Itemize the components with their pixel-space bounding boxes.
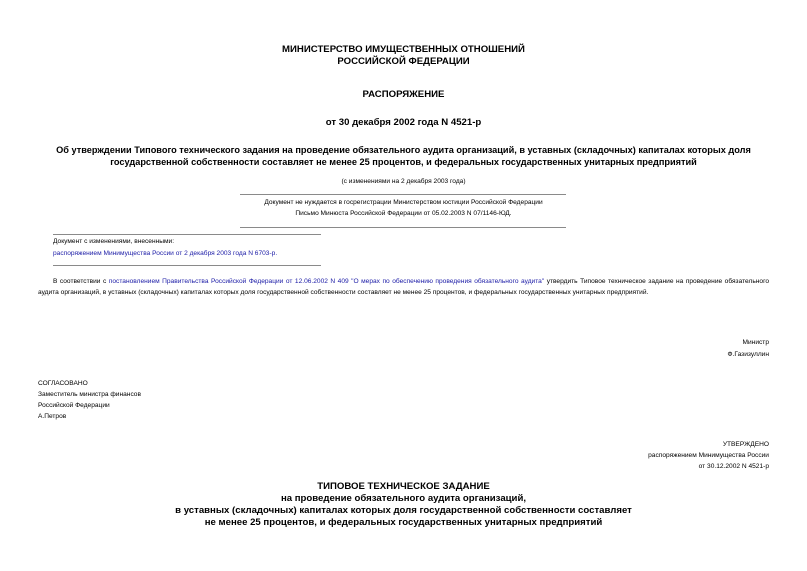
annex-title: ТИПОВОЕ ТЕХНИЧЕСКОЕ ЗАДАНИЕ bbox=[317, 481, 490, 492]
government-decree-link[interactable]: постановлением Правительства Российской Федерации от 12.06.2002 N 409 "О мерах по обеспечению проведения обязательного аудита" bbox=[108, 278, 545, 285]
changes-link[interactable]: распоряжением Минимущества России от 2 декабря 2003 года N 6703-р. bbox=[53, 250, 278, 257]
body-paragraph-end: утвердить Типовое техническое задание на проведение обязательного аудита организаций, в уставных (складочных) капиталах которых доля государственной собственности составляет не менее 25 процентов, и федеральных государственных унитарных предприятий. bbox=[38, 278, 770, 296]
body-paragraph-start: В соответствии с bbox=[53, 278, 109, 285]
registration-note-line1: Документ не нуждается в госрегистрации Министерством юстиции Российской Федерации bbox=[264, 199, 543, 206]
annex-subtitle-line3: не менее 25 процентов, и федеральных государственных унитарных предприятий bbox=[204, 517, 603, 528]
document-title-line2: государственной собственности составляет не менее 25 процентов, и федеральных государственных унитарных предприятий bbox=[110, 157, 697, 167]
divider-bottom bbox=[240, 227, 566, 228]
approved-line2: от 30.12.2002 N 4521-р bbox=[698, 463, 769, 470]
changes-divider-top bbox=[53, 234, 321, 235]
agreed-title: СОГЛАСОВАНО bbox=[38, 380, 88, 387]
agreed-line3: А.Петров bbox=[38, 413, 67, 420]
registration-note-line2: Письмо Минюста Российской Федерации от 05.02.2003 N 07/1146-ЮД. bbox=[295, 210, 512, 217]
annex-subtitle-line1: на проведение обязательного аудита организаций, bbox=[280, 493, 527, 504]
document-date-number: от 30 декабря 2002 года N 4521-р bbox=[325, 117, 482, 128]
document-type: РАСПОРЯЖЕНИЕ bbox=[362, 89, 445, 100]
agreed-line1: Заместитель министра финансов bbox=[38, 391, 141, 398]
approved-line1: распоряжением Минимущества России bbox=[648, 452, 769, 459]
agreed-line2: Российской Федерации bbox=[38, 402, 110, 409]
document-title-line1: Об утверждении Типового технического задания на проведение обязательного аудита организаций, в уставных (складочных) капиталах которых доля bbox=[56, 145, 751, 155]
divider-top bbox=[240, 194, 566, 195]
changes-label: Документ с изменениями, внесенными: bbox=[53, 238, 175, 245]
signature-position: Министр bbox=[742, 339, 769, 346]
body-paragraph bbox=[38, 276, 769, 298]
amendments-note: (с изменениями на 2 декабря 2003 года) bbox=[341, 178, 466, 185]
signature-name: Ф.Газизуллин bbox=[727, 351, 769, 358]
ministry-name-line2: РОССИЙСКОЙ ФЕДЕРАЦИИ bbox=[337, 56, 470, 67]
changes-divider-bottom bbox=[53, 265, 321, 266]
ministry-name-line1: МИНИСТЕРСТВО ИМУЩЕСТВЕННЫХ ОТНОШЕНИЙ bbox=[282, 44, 525, 55]
annex-subtitle-line2: в уставных (складочных) капиталах которых доля государственной собственности составляет bbox=[175, 505, 632, 516]
approved-title: УТВЕРЖДЕНО bbox=[722, 441, 769, 448]
